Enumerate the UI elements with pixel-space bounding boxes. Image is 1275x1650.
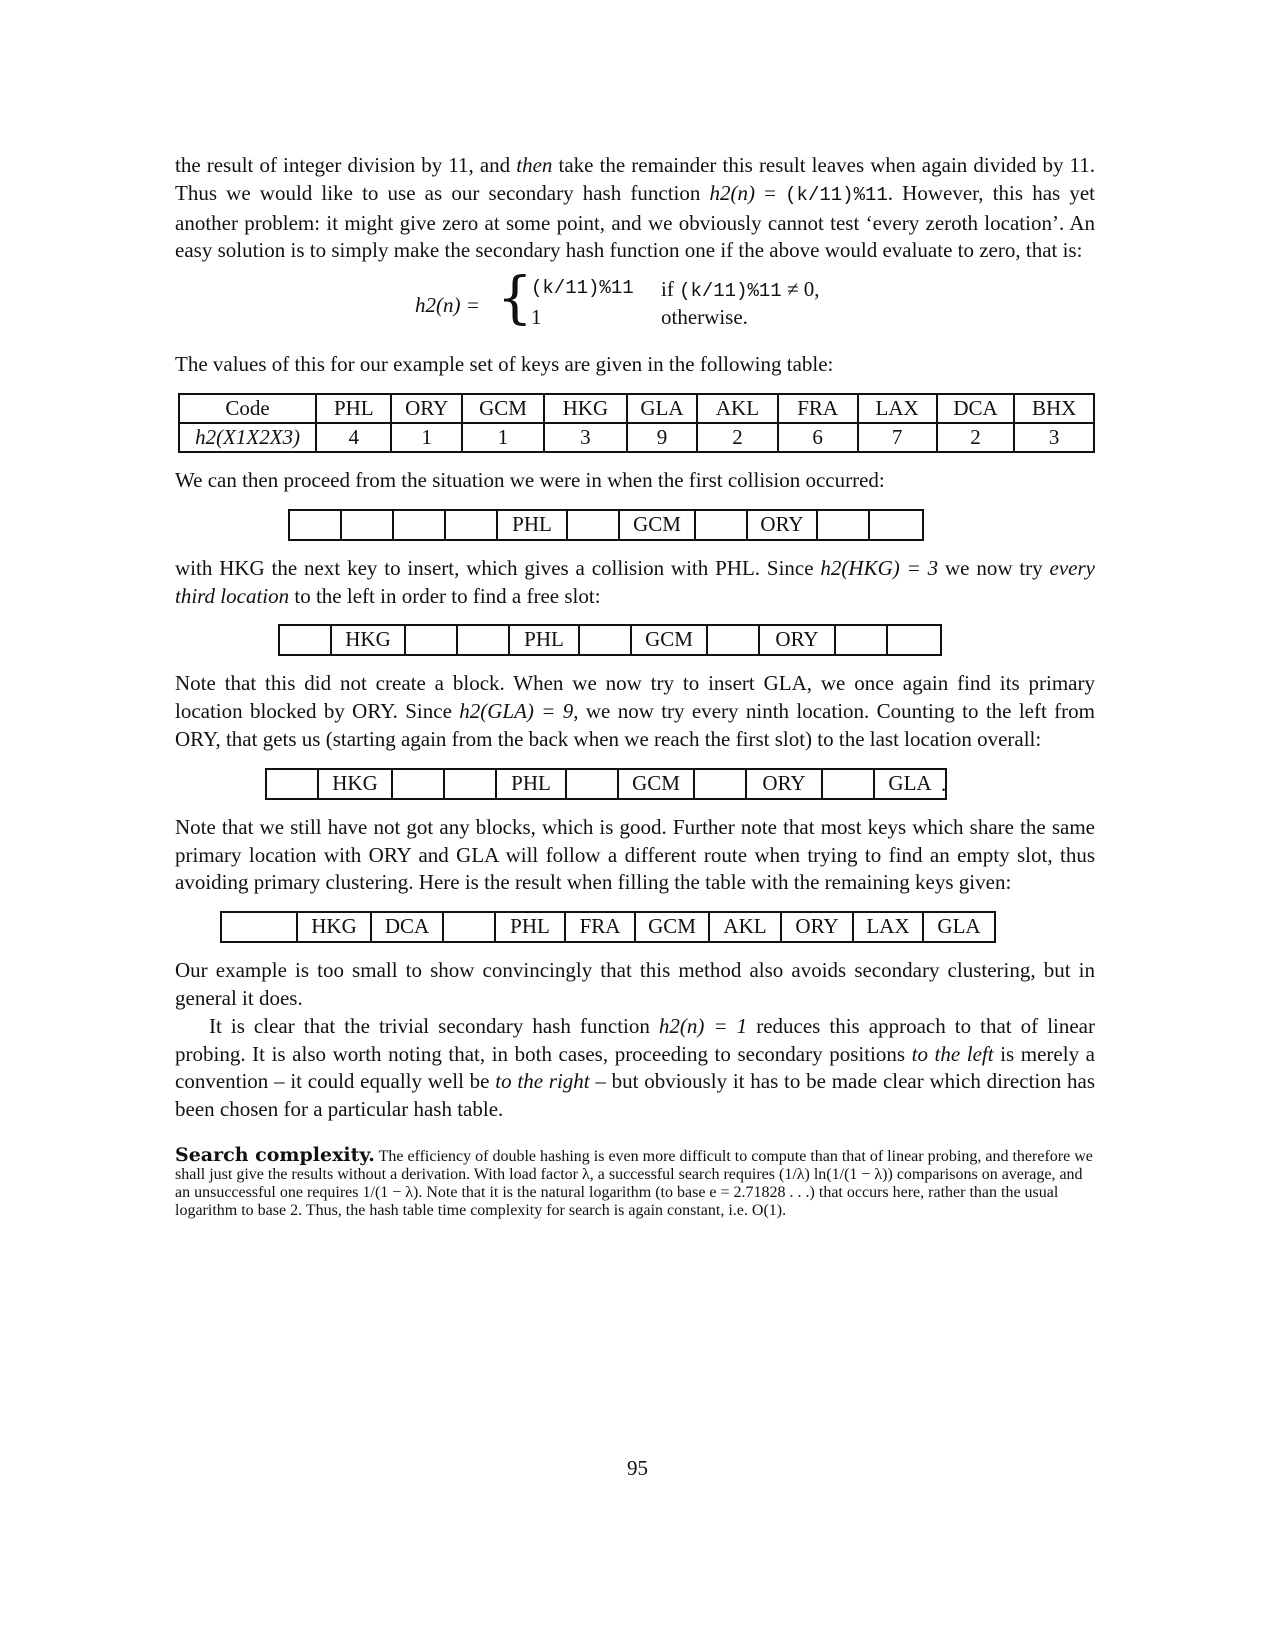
hash-slot: PHL [510,626,580,654]
hash-slot [406,626,458,654]
text: , we now try every ninth location. Counting to the left from ORY, that gets us (starting again from the back when we reach the first slot) to the last location overall: [175,699,1095,751]
text: we now try [938,555,1050,580]
text: if [661,277,680,302]
table-cell: 9 [627,423,697,452]
hash-slot: ORY [782,913,854,941]
text: is merely a convention – it could equally well be [175,1041,1095,1094]
text: reduces this approach to that of linear probing. It is also worth noting that, in both cases, proceeding to secondary positions [175,1013,1095,1066]
hash-slot: GLA [888,770,932,795]
table-cell: BHX [1014,394,1094,423]
table-cell: HKG [544,394,627,423]
trailing-period: . [941,771,947,796]
hash-table-slots [278,624,942,656]
table-cell: 1 [462,423,544,452]
table-cell: 7 [858,423,937,452]
hash-table-slots [265,768,947,800]
piecewise-formula [175,266,1095,337]
hash-slot: GCM [619,770,695,798]
emphasis: then [516,153,553,177]
hash-slot: PHL [497,770,567,798]
hash-slot: PHL [498,511,568,539]
hash-slot: AKL [710,913,782,941]
code-inline: (k/11)%11 [785,183,888,206]
table-cell: 4 [316,423,391,452]
hash-slot [394,511,446,539]
hash-slot [445,770,497,798]
paragraph-gla [175,670,1095,753]
emphasis: every third location [175,555,1095,608]
table-cell: FRA [778,394,858,423]
hash-slot [696,511,748,539]
hash-slot: ORY [747,770,823,798]
table-cell: AKL [697,394,778,423]
paragraph-table-intro: The values of this for our example set of keys are given in the following table: [175,352,834,377]
table-row-label: h2(X1X2X3) [179,423,316,452]
hash-slot [836,626,888,654]
hash-slot: PHL [496,913,566,941]
math-h2n: h2(n) [709,180,756,205]
text: to the left in order to find a free slot: [289,583,601,608]
hash-table-4 [175,911,1095,943]
hash-slot [695,770,747,798]
hash-slot: ORY [760,626,836,654]
hash-slot: LAX [854,913,924,941]
table-cell: 6 [778,423,858,452]
hash-slot: HKG [298,913,372,941]
hash-slot [580,626,632,654]
page-content [175,152,1095,1236]
paragraph-hkg [175,555,1095,611]
hash-slot [222,913,298,941]
paragraph-secondary-clustering: Our example is too small to show convincingly that this method also avoids secondary clustering, but in general it does. [175,958,1095,1010]
formula-case1-value: (k/11)%11 [531,277,634,300]
hash-table-slots [288,509,924,541]
hash-slot [393,770,445,798]
paragraph-no-blocks: Note that we still have not got any blocks, which is good. Further note that most keys which share the same primary location with ORY and GLA will follow a different route when trying to find an empty slot, thus avoiding primary clustering. Here is the result when filling the table with the remaining keys given: [175,814,1095,895]
text: = [755,180,786,205]
hash-slot: FRA [566,913,636,941]
table-cell: GCM [462,394,544,423]
hash-slot [280,626,332,654]
text: Note that this did not create a block. When we now try to insert GLA, we once again find its primary location blocked by ORY. Since [175,671,1095,724]
hash-slot: GCM [620,511,696,539]
table-cell: DCA [937,394,1015,423]
table-cell: 2 [937,423,1015,452]
hash-table-1 [175,509,1095,541]
formula-case2-value: 1 [531,305,542,330]
table-cell: GLA [627,394,697,423]
hash-slot [444,913,496,941]
table-cell: PHL [316,394,391,423]
table-header-label: Code [179,394,316,423]
table-cell: 1 [391,423,461,452]
table-cell: LAX [858,394,937,423]
hash-slot [446,511,498,539]
hash-slot [458,626,510,654]
table-cell: 3 [544,423,627,452]
math-h2-trivial: h2(n) = 1 [658,1013,748,1038]
hash-slot: GCM [636,913,710,941]
formula-lhs: h2(n) = [415,293,480,318]
table-row [179,423,1094,452]
hash-slot: HKG [319,770,393,798]
section-text: The efficiency of double hashing is even more difficult to compute than that of linear probing, and therefore we shall just give the results without a derivation. With load factor λ, a successful search requires (1/λ) ln(1/(1 − λ)) comparisons on average, and an unsuccessful one requires 1/(1 − λ). Note that it is the natural logarithm (to base e = 2.71828 . . .) that occurs here, rather than the usual logarithm to base 2. Thus, the hash table time complexity for search is again constant, i.e. O(1). [175,1147,1093,1219]
table-cell: 2 [697,423,778,452]
hash-slot: DCA [372,913,444,941]
hash-table-slots [220,911,996,943]
hash-slot [708,626,760,654]
formula-brace: { [497,266,533,332]
hash-table-2 [175,624,1095,656]
formula-case1-condition [661,277,819,302]
paragraph-intro [175,152,1095,265]
table-cell: 3 [1014,423,1094,452]
hash-slot [888,626,940,654]
h2-values-table [178,393,1095,453]
paragraph-first-collision: We can then proceed from the situation we were in when the first collision occurred: [175,467,885,492]
hash-slot [567,770,619,798]
emphasis: to the left [911,1041,994,1066]
hash-slot: ORY [748,511,818,539]
hash-slot [818,511,870,539]
formula-case2-condition: otherwise. [661,305,748,330]
text: – but obviously it has to be made clear which direction has been chosen for a particular hash table. [175,1069,1095,1122]
section-heading: Search complexity. [175,1143,375,1166]
page-number: 95 [627,1456,648,1480]
text: ≠ 0, [781,277,820,302]
text: . However, this has yet another problem: it might give zero at some point, and we obviously cannot test ‘every zeroth location’. An easy solution is to simply make the secondary hash function one if the above would evaluate to zero, that is: [175,180,1095,263]
math-h2-gla: h2(GLA) = 9 [459,699,574,724]
hash-slot [568,511,620,539]
hash-slot [870,511,922,539]
hash-slot [823,770,875,798]
table-header-row [179,394,1094,423]
math-h2-hkg: h2(HKG) = 3 [820,555,939,580]
hash-slot: GLA [937,914,981,939]
table-cell: ORY [391,394,461,423]
hash-slot [267,770,319,798]
text: the result of integer division by 11, and [175,153,517,177]
code-inline: (k/11)%11 [679,280,782,303]
hash-slot [290,511,342,539]
paragraph-linear-probing [175,1013,1095,1124]
hash-table-3 [175,768,1095,800]
emphasis: to the right [495,1069,590,1094]
text: take the remainder this result leaves when again divided by 11. Thus we would like to use as our secondary hash function [175,153,1096,205]
hash-slot [342,511,394,539]
hash-slot: HKG [332,626,406,654]
text: It is clear that the trivial secondary hash function [209,1013,659,1038]
text: with HKG the next key to insert, which gives a collision with PHL. Since [175,555,821,580]
hash-slot: GCM [632,626,708,654]
